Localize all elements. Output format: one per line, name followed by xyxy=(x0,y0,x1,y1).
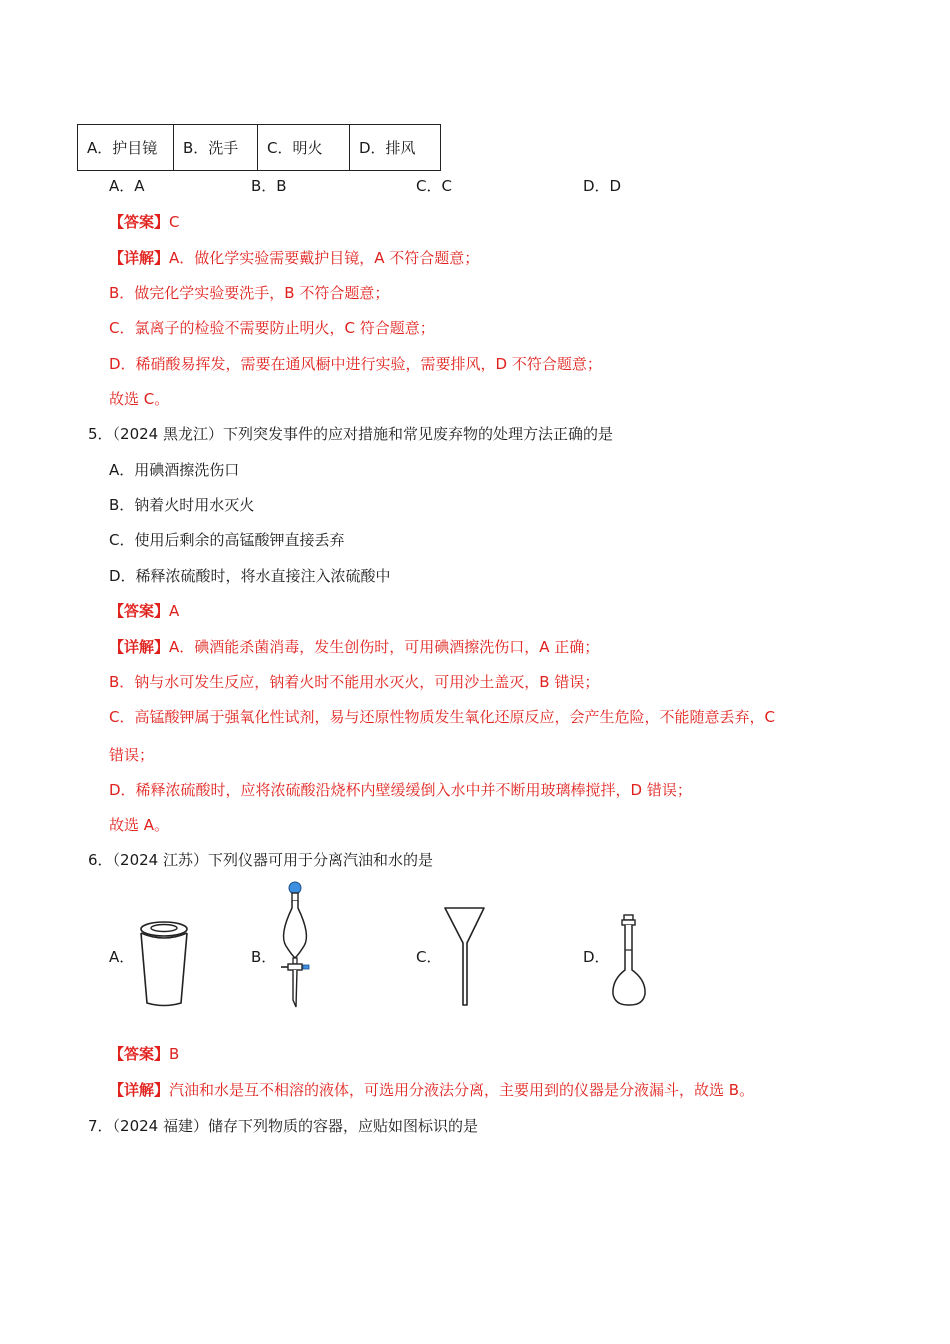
detail-line: 【详解】A．碘酒能杀菌消毒，发生创伤时，可用碘酒擦洗伤口，A 正确； xyxy=(109,638,600,656)
question-7-stem: 7．（2024 福建）储存下列物质的容器，应贴如图标识的是 xyxy=(88,1117,478,1135)
table-cell: B．洗手 xyxy=(174,125,258,171)
choice-d: D．D xyxy=(583,177,622,195)
answer-line: 【答案】A xyxy=(109,602,180,620)
table-cell: D．排风 xyxy=(350,125,441,171)
answer-line xyxy=(109,212,180,232)
answer-tag: 【答案】 xyxy=(109,213,170,231)
choice-c: C．C xyxy=(416,177,452,195)
detail-line: 故选 A。 xyxy=(109,816,170,834)
choice-b: B．B xyxy=(251,177,287,195)
table-cell: A．护目镜 xyxy=(78,125,174,171)
option-c: C．使用后剩余的高锰酸钾直接丢弃 xyxy=(109,531,345,549)
detail-line: 故选 C。 xyxy=(109,390,170,408)
detail-line: 【详解】汽油和水是互不相溶的液体，可选用分液法分离，主要用到的仪器是分液漏斗，故选 B。 xyxy=(109,1081,755,1099)
question-5-stem: 5．（2024 黑龙江）下列突发事件的应对措施和常见废弃物的处理方法正确的是 xyxy=(88,425,613,443)
question-6-stem: 6．（2024 江苏）下列仪器可用于分离汽油和水的是 xyxy=(88,851,433,869)
image-option-a-label: A． xyxy=(109,948,135,966)
funnel-icon xyxy=(442,905,488,1009)
table-cell: C．明火 xyxy=(258,125,350,171)
detail-line: B．钠与水可发生反应，钠着火时不能用水灭火，可用沙土盖灭，B 错误； xyxy=(109,673,600,691)
option-b: B．钠着火时用水灭火 xyxy=(109,496,255,514)
detail-line: C．高锰酸钾属于强氧化性试剂，易与还原性物质发生氧化还原反应，会产生危险，不能随意丢弃，C xyxy=(109,708,775,726)
image-option-b-label: B． xyxy=(251,948,277,966)
detail-line: 【详解】A．做化学实验需要戴护目镜，A 不符合题意； xyxy=(109,249,480,267)
volumetric-flask-icon xyxy=(608,912,652,1008)
separatory-funnel-icon xyxy=(276,880,320,1008)
answer-line: 【答案】B xyxy=(109,1045,180,1063)
choice-a: A．A xyxy=(109,177,145,195)
image-option-c-label: C． xyxy=(416,948,442,966)
detail-line: B．做完化学实验要洗手，B 不符合题意； xyxy=(109,284,390,302)
image-option-d-label: D． xyxy=(583,948,610,966)
detail-line: D．稀硝酸易挥发，需要在通风橱中进行实验，需要排风，D 不符合题意； xyxy=(109,355,602,373)
answer-value: C xyxy=(169,213,180,231)
option-d: D．稀释浓硫酸时，将水直接注入浓硫酸中 xyxy=(109,567,391,585)
detail-line: 错误； xyxy=(109,746,155,764)
detail-line: C．氯离子的检验不需要防止明火，C 符合题意； xyxy=(109,319,435,337)
detail-tag: 【详解】 xyxy=(109,249,170,267)
crucible-icon xyxy=(133,915,197,1009)
options-table xyxy=(77,124,441,171)
option-a: A．用碘酒擦洗伤口 xyxy=(109,461,240,479)
detail-line: D．稀释浓硫酸时，应将浓硫酸沿烧杯内壁缓缓倒入水中并不断用玻璃棒搅拌，D 错误； xyxy=(109,781,692,799)
